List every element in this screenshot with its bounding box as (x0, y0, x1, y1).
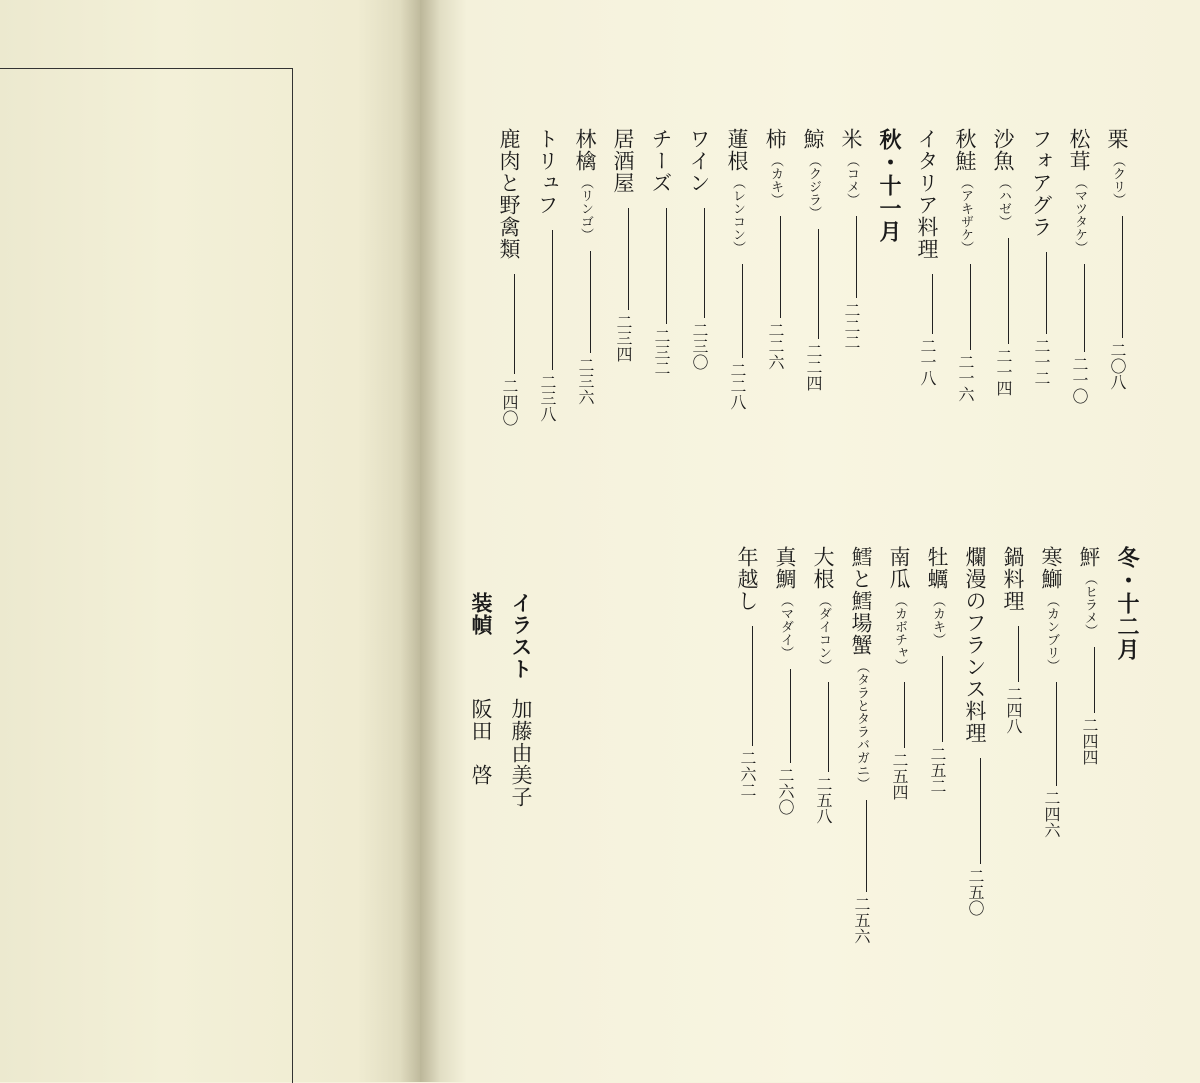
toc-entry: フォアグラ二一二 (1029, 128, 1053, 386)
toc-entry: 居酒屋二三四 (611, 128, 635, 362)
toc-entry: 鮃（ヒラメ）二四四 (1077, 546, 1101, 765)
toc-entry: ワイン二三〇 (687, 128, 711, 370)
toc-entry: 牡蠣（カキ）二五二 (925, 546, 949, 794)
toc-entry: 南瓜（カボチャ）二五四 (887, 546, 911, 800)
toc-entry: 秋鮭（アキザケ）二一六 (953, 128, 977, 402)
toc-entry: 蓮根（レンコン）二二八 (725, 128, 749, 410)
blank-frame (0, 68, 293, 1083)
toc-entry: 林檎（リンゴ）二三六 (573, 128, 597, 405)
toc-entry: 鹿肉と野禽類二四〇 (497, 128, 521, 426)
toc-entry: 寒鰤（カンブリ）二四六 (1039, 546, 1063, 838)
left-page (0, 0, 420, 1082)
toc-entry: 米（コメ）二二二 (839, 128, 863, 350)
toc-entry: 年越し二六二 (735, 546, 759, 798)
toc-entry: トリュフ二三八 (535, 128, 559, 422)
toc-entry: 鍋料理二四八 (1001, 546, 1025, 734)
toc-entry: 真鯛（マダイ）二六〇 (773, 546, 797, 815)
toc-entry: 柿（カキ）二二六 (763, 128, 787, 370)
credit-illustration: イラスト加藤由美子 (509, 592, 533, 808)
toc-entry: 鯨（クジラ）二二四 (801, 128, 825, 391)
section-heading-autumn: 秋・十一月 (876, 128, 902, 243)
toc-entry: 鱈と鱈場蟹（タラとタラバガニ）二五六 (849, 546, 873, 944)
book-gutter (400, 0, 440, 1082)
toc-entry: チーズ二三二 (649, 128, 673, 376)
toc-entry: 爛漫のフランス料理二五〇 (963, 546, 987, 916)
toc-entry: 大根（ダイコン）二五八 (811, 546, 835, 824)
section-heading-winter: 冬・十二月 (1114, 546, 1140, 661)
toc-entry: イタリア料理二一八 (915, 128, 939, 386)
toc-entry: 栗（クリ）二〇八 (1105, 128, 1129, 390)
credit-design: 装幀阪田 啓 (469, 592, 493, 786)
toc-entry: 松茸（マツタケ）二一〇 (1067, 128, 1091, 404)
toc-entry: 沙魚（ハゼ）二一四 (991, 128, 1015, 396)
